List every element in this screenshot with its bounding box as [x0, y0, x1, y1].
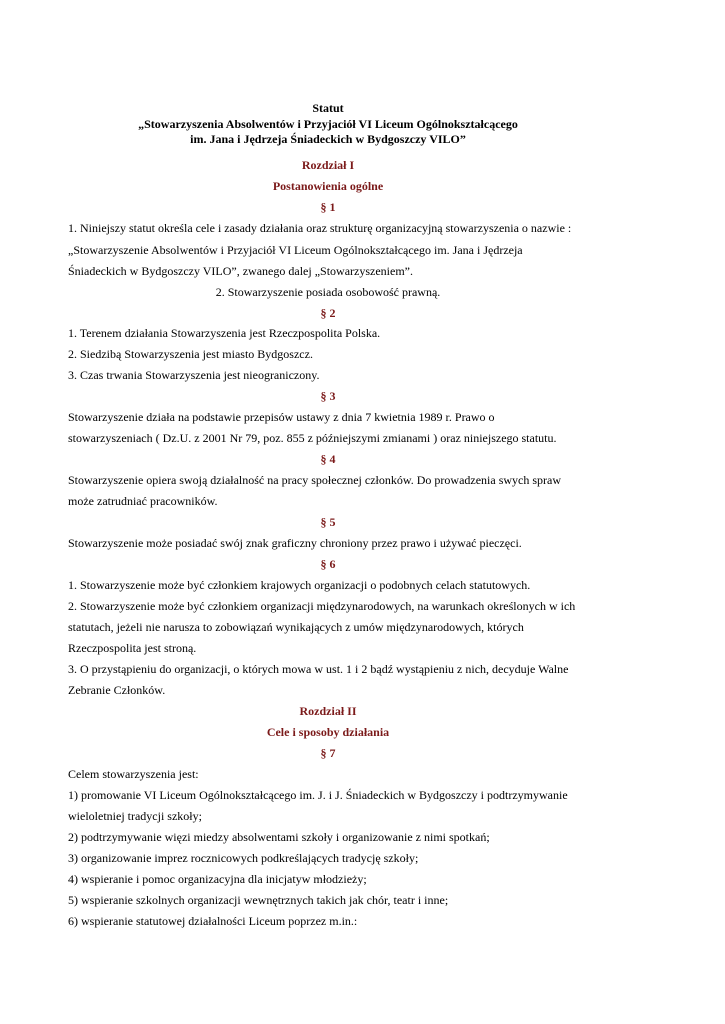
section-4-heading: § 4: [320, 452, 336, 466]
section-1-heading: § 1: [320, 200, 336, 214]
section-6-paragraph: 1. Stowarzyszenie może być członkiem krajowych organizacji o podobnych celach statutowych.: [68, 578, 531, 592]
section-7-heading: § 7: [320, 746, 336, 760]
section-5-paragraph: Stowarzyszenie może posiadać swój znak graficzny chroniony przez prawo i używać pieczęci.: [68, 536, 522, 550]
section-6-paragraph: 2. Stowarzyszenie może być członkiem organizacji międzynarodowych, na warunkach określonych w ich: [68, 599, 576, 613]
section-3-heading: § 3: [320, 389, 336, 403]
section-6-paragraph: Rzeczpospolita jest stroną.: [68, 641, 197, 655]
section-2-paragraph: 3. Czas trwania Stowarzyszenia jest nieograniczony.: [68, 368, 320, 382]
list-item: 5) wspieranie szkolnych organizacji wewnętrznych takich jak chór, teatr i inne;: [68, 893, 449, 907]
chapter-1-title: Postanowienia ogólne: [272, 179, 384, 193]
section-6-heading: § 6: [320, 557, 336, 571]
section-2-paragraph: 1. Terenem działania Stowarzyszenia jest Rzeczpospolita Polska.: [68, 326, 381, 340]
section-3-paragraph: stowarzyszeniach ( Dz.U. z 2001 Nr 79, poz. 855 z późniejszymi zmianami ) oraz niniejszego statutu.: [68, 431, 557, 445]
section-2-heading: § 2: [320, 306, 336, 320]
list-item: wieloletniej tradycji szkoły;: [68, 809, 202, 823]
section-3-paragraph: Stowarzyszenie działa na podstawie przepisów ustawy z dnia 7 kwietnia 1989 r. Prawo o: [68, 410, 495, 424]
document-title-line-2: „Stowarzyszenia Absolwentów i Przyjaciół VI Liceum Ogólnokształcącego: [138, 117, 518, 131]
section-7-intro: Celem stowarzyszenia jest:: [68, 767, 199, 781]
list-item: 3) organizowanie imprez rocznicowych podkreślających tradycję szkoły;: [68, 851, 419, 865]
section-6-paragraph: 3. O przystąpieniu do organizacji, o których mowa w ust. 1 i 2 bądź wystąpieniu z nich, decyduje Walne: [68, 662, 569, 676]
document-title-line-3: im. Jana i Jędrzeja Śniadeckich w Bydgoszczy VILO”: [190, 132, 466, 146]
section-6-paragraph: statutach, jeżeli nie narusza to zobowiązań wynikających z umów międzynarodowych, których: [68, 620, 524, 634]
section-4-paragraph: może zatrudniać pracowników.: [68, 494, 218, 508]
section-1-paragraph: 1. Niniejszy statut określa cele i zasady działania oraz strukturę organizacyjną stowarzyszenia o nazwie :: [68, 221, 572, 235]
section-5-heading: § 5: [320, 515, 336, 529]
chapter-2-title: Cele i sposoby działania: [266, 725, 390, 739]
list-item: 6) wspieranie statutowej działalności Liceum poprzez m.in.:: [68, 914, 358, 928]
list-item: 4) wspieranie i pomoc organizacyjna dla inicjatyw młodzieży;: [68, 872, 367, 886]
section-6-paragraph: Zebranie Członków.: [68, 683, 166, 697]
list-item: 1) promowanie VI Liceum Ogólnokształcącego im. J. i J. Śniadeckich w Bydgoszczy i podtrzymywanie: [68, 788, 568, 802]
section-1-paragraph: 2. Stowarzyszenie posiada osobowość prawną.: [215, 285, 441, 299]
section-1-paragraph: Śniadeckich w Bydgoszczy VILO”, zwanego dalej „Stowarzyszeniem”.: [68, 264, 413, 278]
section-1-paragraph: „Stowarzyszenie Absolwentów i Przyjaciół VI Liceum Ogólnokształcącego im. Jana i Jędrzeja: [68, 243, 523, 257]
list-item: 2) podtrzymywanie więzi miedzy absolwentami szkoły i organizowanie z nimi spotkań;: [68, 830, 490, 844]
section-2-paragraph: 2. Siedzibą Stowarzyszenia jest miasto Bydgoszcz.: [68, 347, 313, 361]
chapter-2-label: Rozdział II: [299, 704, 357, 718]
document-title: Statut: [312, 101, 344, 115]
section-4-paragraph: Stowarzyszenie opiera swoją działalność na pracy społecznej członków. Do prowadzenia swych spraw: [68, 473, 562, 487]
chapter-1-label: Rozdział I: [301, 158, 355, 172]
